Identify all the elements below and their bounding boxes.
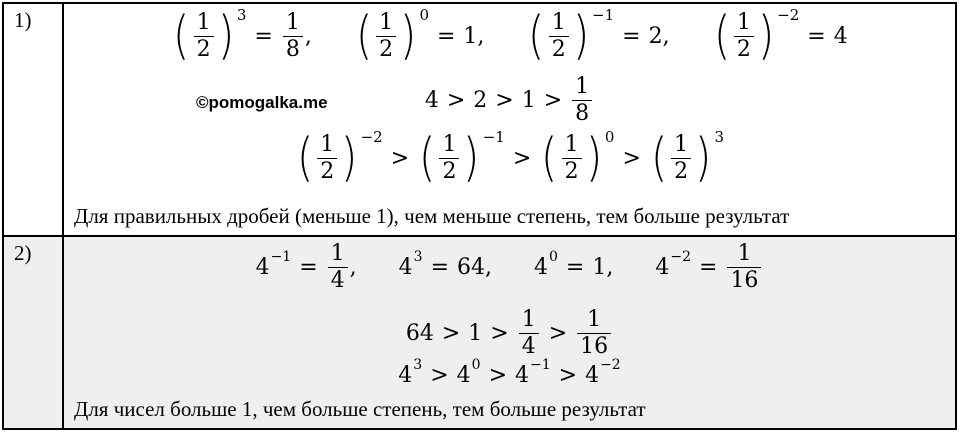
exponent: −1 <box>270 248 292 265</box>
fraction: $\frac{1}{2}$ <box>549 12 569 61</box>
exponent: −1 <box>530 356 551 373</box>
fraction: $\frac{1}{8}$ <box>283 12 303 61</box>
equals-sign: = <box>565 255 585 280</box>
conclusion-text: Для чисел больше 1, чем больше степень, тем больше результат <box>74 397 646 421</box>
exponent: 0 <box>471 356 481 373</box>
exponent: −1 <box>592 6 615 24</box>
power-expression: ( $\frac{1}{2}$ ) −1 <box>528 6 615 66</box>
fraction: $\frac{1}{4}$ <box>328 243 348 292</box>
fraction: $\frac{1}{2}$ <box>194 12 214 61</box>
exponent: 3 <box>714 128 725 146</box>
fraction: $\frac{1}{2}$ <box>439 134 459 183</box>
power-expression: ( $\frac{1}{2}$ ) 0 <box>355 6 429 66</box>
power-expression: ( $\frac{1}{2}$ ) 3 <box>650 128 725 188</box>
exponent: −2 <box>670 248 691 265</box>
exponent: −1 <box>482 128 505 146</box>
row-number: 2) <box>14 241 32 265</box>
fraction: $\frac{1}{2}$ <box>562 134 582 183</box>
separator: , <box>606 255 614 280</box>
power-expression: ( $\frac{1}{2}$ ) −1 <box>419 128 505 188</box>
fraction: $\frac{1}{2}$ <box>317 134 337 183</box>
result-value: 1 <box>463 23 478 49</box>
fraction: $\frac{1}{2}$ <box>671 134 691 183</box>
exponent: −2 <box>777 6 800 24</box>
row-number-cell <box>3 3 63 236</box>
result-value: 2 <box>648 23 663 49</box>
fraction: $\frac{1}{8}$ <box>572 76 592 125</box>
exponent: 0 <box>419 6 429 24</box>
exponent: 0 <box>604 128 615 146</box>
table-row <box>3 3 956 236</box>
power-expression: ( $\frac{1}{2}$ ) 3 <box>173 6 247 66</box>
fraction: $\frac{1}{2}$ <box>734 12 754 61</box>
equals-sign: = <box>807 23 826 49</box>
exponent: 3 <box>413 356 423 373</box>
separator: , <box>477 23 485 49</box>
exponent: −2 <box>600 356 621 373</box>
separator: , <box>485 255 492 280</box>
result-value: 1 <box>592 255 607 280</box>
table-grid <box>2 2 957 430</box>
equation-line: 4 −1 = $\frac{1}{4}$ , 4 3 = 64 , 4 0 = 1 , 4 −2 = $\frac{1}{16}$ <box>64 243 955 292</box>
power-expression: ( $\frac{1}{2}$ ) −2 <box>713 6 800 66</box>
inequality-line: ( $\frac{1}{2}$ ) −2 > ( $\frac{1}{2}$ ) −1 > ( $\frac{1}{2}$ ) 0 > ( $\frac{1}{2}$ ) 3 <box>64 132 955 184</box>
inequality-line: 64 > 1 > $\frac{1}{4}$ > $\frac{1}{16}$ <box>64 309 955 358</box>
equation-line <box>64 6 955 66</box>
separator: , <box>662 23 670 49</box>
exponent: 3 <box>413 248 423 265</box>
row-content-cell <box>63 3 956 236</box>
power-expression: ( $\frac{1}{2}$ ) −2 <box>297 128 383 188</box>
exponent: 0 <box>549 248 558 265</box>
inequality-line: 4 3 > 4 0 > 4 −1 > 4 −2 <box>398 356 621 388</box>
equals-sign: = <box>299 255 318 280</box>
equals-sign: = <box>699 255 718 280</box>
row-number: 1) <box>14 8 32 32</box>
conclusion-text: Для правильных дробей (меньше 1), чем меньше степень, тем больше результат <box>74 204 790 228</box>
solution-table <box>2 2 957 432</box>
fraction: $\frac{1}{2}$ <box>376 12 396 61</box>
exponent: 3 <box>236 6 247 24</box>
equals-sign: = <box>436 23 456 49</box>
fraction: $\frac{1}{16}$ <box>727 243 761 292</box>
equals-sign: = <box>254 23 273 49</box>
result-value: 4 <box>833 23 848 49</box>
exponent: −2 <box>360 128 383 146</box>
table-row <box>3 236 956 429</box>
fraction: $\frac{1}{4}$ <box>519 309 539 358</box>
watermark: ©pomogalka.me <box>196 93 328 112</box>
inequality-line: 4 > 2 > 1 > $\frac{1}{8}$ <box>64 76 955 125</box>
equals-sign: = <box>430 255 449 280</box>
separator: , <box>349 255 357 280</box>
row-number-cell <box>3 236 63 429</box>
power-expression: ( $\frac{1}{2}$ ) 0 <box>541 128 615 188</box>
fraction: $\frac{1}{16}$ <box>577 309 611 358</box>
row-content-cell <box>63 236 956 429</box>
equals-sign: = <box>622 23 641 49</box>
result-value: 64 <box>457 255 485 280</box>
separator: , <box>304 23 312 49</box>
